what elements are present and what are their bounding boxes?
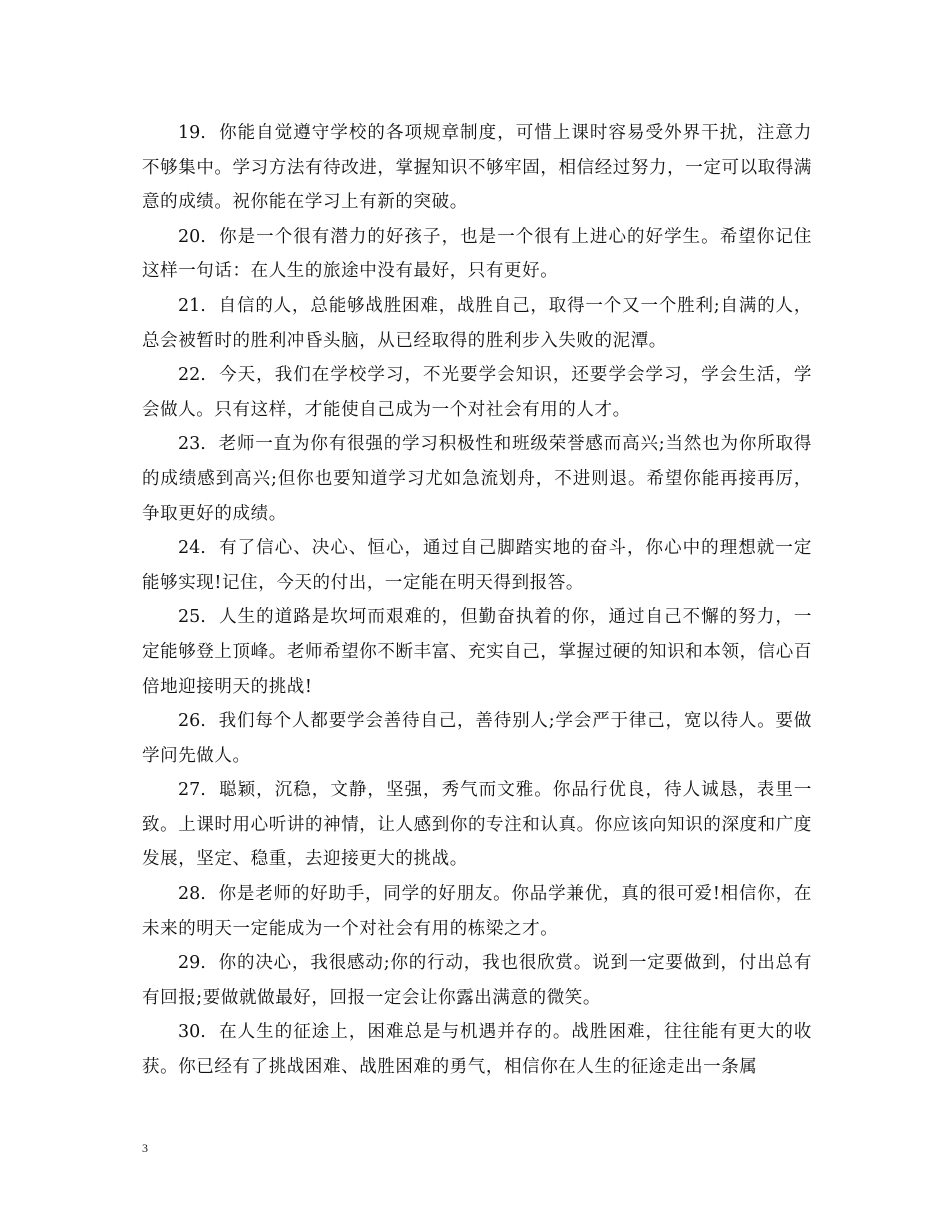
paragraph-23: [142, 427, 812, 531]
paragraph-29: [142, 946, 812, 1015]
paragraph-20: [142, 220, 812, 289]
paragraph-text: 聪颖，沉稳，文静，坚强，秀气而文雅。你品行优良，待人诚恳，表里一致。上课时用心听讲的神情，让人感到你的专注和认真。你应该向知识的深度和广度发展，坚定、稳重，去迎接更大的挑战。: [142, 780, 812, 870]
paragraph-22: [142, 358, 812, 427]
paragraph-text: 我们每个人都要学会善待自己，善待别人;学会严于律己，宽以待人。要做学问先做人。: [142, 711, 812, 766]
paragraph-26: [142, 704, 812, 773]
paragraph-number: 25.: [178, 607, 206, 628]
paragraph-19: [142, 116, 812, 220]
paragraph-number: 20.: [178, 226, 206, 247]
paragraph-30: [142, 1015, 812, 1084]
paragraph-number: 27.: [178, 780, 206, 801]
paragraph-text: 自信的人，总能够战胜困难，战胜自己，取得一个又一个胜利;自满的人，总会被暂时的胜利冲昏头脑，从已经取得的胜利步入失败的泥潭。: [142, 295, 812, 351]
paragraph-number: 28.: [178, 884, 206, 905]
page-number: 3: [142, 1141, 148, 1155]
paragraph-number: 29.: [178, 953, 206, 974]
paragraph-text: 有了信心、决心、恒心，通过自己脚踏实地的奋斗，你心中的理想就一定能够实现!记住，今天的付出，一定能在明天得到报答。: [142, 538, 812, 593]
paragraph-text: 在人生的征途上，困难总是与机遇并存的。战胜困难，往往能有更大的收获。你已经有了挑战困难、战胜困难的勇气，相信你在人生的征途走出一条属: [142, 1022, 812, 1078]
paragraph-text: 老师一直为你有很强的学习积极性和班级荣誉感而高兴;当然也为你所取得的成绩感到高兴;但你也要知道学习尤如急流划舟，不进则退。希望你能再接再厉，争取更好的成绩。: [142, 434, 812, 524]
paragraph-text: 你是一个很有潜力的好孩子，也是一个很有上进心的好学生。希望你记住这样一句话：在人生的旅途中没有最好，只有更好。: [142, 226, 812, 282]
paragraph-number: 19.: [178, 123, 206, 143]
paragraph-number: 23.: [178, 434, 206, 455]
paragraph-number: 21.: [178, 295, 206, 316]
paragraph-number: 30.: [178, 1022, 206, 1043]
paragraph-27: [142, 773, 812, 877]
paragraph-text: 你是老师的好助手，同学的好朋友。你品学兼优，真的很可爱!相信你，在未来的明天一定能成为一个对社会有用的栋梁之才。: [142, 884, 812, 939]
paragraph-25: [142, 600, 812, 704]
paragraph-text: 人生的道路是坎坷而艰难的，但勤奋执着的你，通过自己不懈的努力，一定能够登上顶峰。老师希望你不断丰富、充实自己，掌握过硬的知识和本领，信心百倍地迎接明天的挑战!: [142, 607, 812, 697]
paragraph-21: [142, 289, 812, 358]
document-body: [142, 116, 812, 1085]
paragraph-number: 26.: [178, 711, 206, 732]
paragraph-28: [142, 877, 812, 946]
paragraph-number: 24.: [178, 538, 206, 559]
paragraph-24: [142, 531, 812, 600]
paragraph-text: 你能自觉遵守学校的各项规章制度，可惜上课时容易受外界干扰，注意力不够集中。学习方法有待改进，掌握知识不够牢固，相信经过努力，一定可以取得满意的成绩。祝你能在学习上有新的突破。: [142, 123, 812, 213]
paragraph-text: 今天，我们在学校学习，不光要学会知识，还要学会学习，学会生活，学会做人。只有这样，才能使自己成为一个对社会有用的人才。: [142, 365, 812, 420]
paragraph-text: 你的决心，我很感动;你的行动，我也很欣赏。说到一定要做到，付出总有有回报;要做就做最好，回报一定会让你露出满意的微笑。: [142, 953, 812, 1008]
paragraph-number: 22.: [178, 365, 206, 386]
